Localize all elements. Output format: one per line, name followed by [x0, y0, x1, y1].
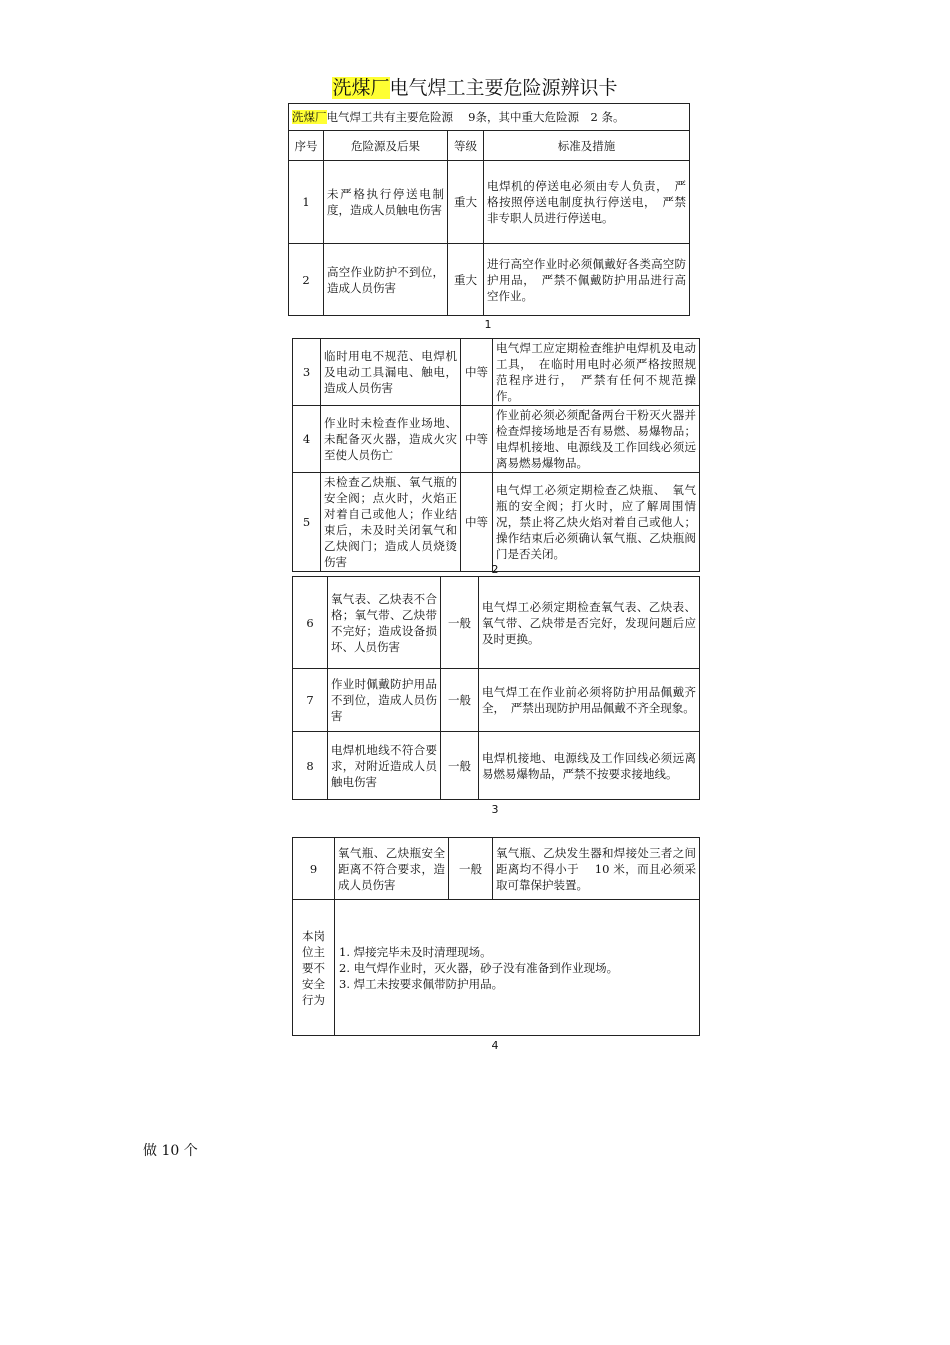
row-hazard: 作业时未检查作业场地、未配备灭火器，造成火灾至使人员伤亡	[321, 406, 461, 473]
row-hazard: 未严格执行停送电制度，造成人员触电伤害	[324, 161, 448, 244]
row-no: 7	[293, 669, 328, 732]
row-measure: 电气焊工必须定期检查乙炔瓶、 氧气瓶的安全阀；打火时，应了解周围情况，禁止将乙炔火焰对着自己或他人；操作结束后必须确认氧气瓶、乙炔瓶阀门是否关闭。	[493, 473, 700, 572]
row-no: 8	[293, 732, 328, 800]
row-no: 2	[289, 244, 324, 316]
table-row	[293, 732, 700, 800]
table-row	[289, 244, 690, 316]
row-no: 3	[293, 339, 321, 406]
row-level: 重大	[448, 161, 484, 244]
row-hazard: 临时用电不规范、电焊机及电动工具漏电、触电，造成人员伤害	[321, 339, 461, 406]
header-measure: 标准及措施	[484, 131, 690, 161]
title-rest: 电气焊工主要危险源辨识卡	[389, 77, 618, 99]
row-level: 一般	[449, 838, 493, 900]
unsafe-label: 本岗位主要不安全行为	[293, 900, 335, 1036]
row-hazard: 氧气瓶、乙炔瓶安全距离不符合要求，造成人员伤害	[335, 838, 449, 900]
row-no: 4	[293, 406, 321, 473]
title-highlight: 洗煤厂	[332, 77, 390, 99]
page-number: 3	[491, 803, 499, 816]
row-measure: 电气焊工必须定期检查氧气表、乙炔表、氧气带、乙炔带是否完好，发现问题后应及时更换。	[479, 577, 700, 669]
header-hazard: 危险源及后果	[324, 131, 448, 161]
row-level: 一般	[441, 577, 479, 669]
row-measure: 电气焊工在作业前必须将防护用品佩戴齐全， 严禁出现防护用品佩戴不齐全现象。	[479, 669, 700, 732]
unsafe-item: 1. 焊接完毕未及时清理现场。	[339, 944, 492, 959]
table-row	[293, 339, 700, 406]
table-row	[293, 406, 700, 473]
summary-text: 电气焊工共有主要危险源 9条，其中重大危险源 2 条。	[326, 110, 625, 124]
row-measure: 电气焊工应定期检查维护电焊机及电动工具， 在临时用电时必须严格按照规范程序进行， 严禁有任何不规范操作。	[493, 339, 700, 406]
row-hazard: 氧气表、乙炔表不合格；氧气带、乙炔带不完好；造成设备损坏、人员伤害	[328, 577, 441, 669]
row-no: 6	[293, 577, 328, 669]
header-no: 序号	[289, 131, 324, 161]
row-hazard: 作业时佩戴防护用品不到位，造成人员伤害	[328, 669, 441, 732]
row-level: 一般	[441, 669, 479, 732]
hazard-table-page-4	[292, 837, 700, 1036]
page-number: 4	[491, 1039, 499, 1052]
row-no: 1	[289, 161, 324, 244]
row-measure: 进行高空作业时必须佩戴好各类高空防护用品， 严禁不佩戴防护用品进行高空作业。	[484, 244, 690, 316]
table-row	[289, 161, 690, 244]
table-row	[293, 473, 700, 572]
page-title	[0, 76, 950, 100]
row-no: 5	[293, 473, 321, 572]
summary-highlight: 洗煤厂	[292, 110, 327, 124]
row-level: 中等	[461, 406, 493, 473]
page-number: 1	[484, 318, 492, 331]
table-row	[293, 669, 700, 732]
hazard-table-page-2	[292, 338, 700, 572]
page-number: 2	[491, 563, 499, 576]
row-hazard: 电焊机地线不符合要求，对附近造成人员触电伤害	[328, 732, 441, 800]
row-measure: 电焊机接地、电源线及工作回线必须远离易燃易爆物品，严禁不按要求接地线。	[479, 732, 700, 800]
table-row	[293, 577, 700, 669]
row-hazard: 高空作业防护不到位，造成人员伤害	[324, 244, 448, 316]
summary-cell	[289, 104, 690, 131]
row-measure: 氧气瓶、乙炔发生器和焊接处三者之间距离均不得小于 10 米，而且必须采取可靠保护装置。	[493, 838, 700, 900]
header-level: 等级	[448, 131, 484, 161]
row-measure: 电焊机的停送电必须由专人负责， 严格按照停送电制度执行停送电， 严禁非专职人员进行停送电。	[484, 161, 690, 244]
row-level: 中等	[461, 339, 493, 406]
row-measure: 作业前必须必须配备两台干粉灭火器并检查焊接场地是否有易燃、易爆物品；电焊机接地、电源线及工作回线必须远离易燃易爆物品。	[493, 406, 700, 473]
row-hazard: 未检查乙炔瓶、氧气瓶的安全阀；点火时，火焰正对着自己或他人；作业结束后，未及时关闭氧气和乙炔阀门；造成人员烧烫伤害	[321, 473, 461, 572]
hazard-table-page-1	[288, 103, 690, 316]
row-level: 重大	[448, 244, 484, 316]
row-level: 一般	[441, 732, 479, 800]
table-row	[293, 838, 700, 900]
unsafe-behaviors-row	[293, 900, 700, 1036]
handwritten-note: 做 10 个	[143, 1143, 198, 1159]
row-no: 9	[293, 838, 335, 900]
unsafe-list	[335, 900, 700, 1036]
row-level: 中等	[461, 473, 493, 572]
hazard-table-page-3	[292, 576, 700, 800]
unsafe-item: 3. 焊工未按要求佩带防护用品。	[339, 976, 504, 991]
unsafe-item: 2. 电气焊作业时，灭火器，砂子没有准备到作业现场。	[339, 960, 619, 975]
